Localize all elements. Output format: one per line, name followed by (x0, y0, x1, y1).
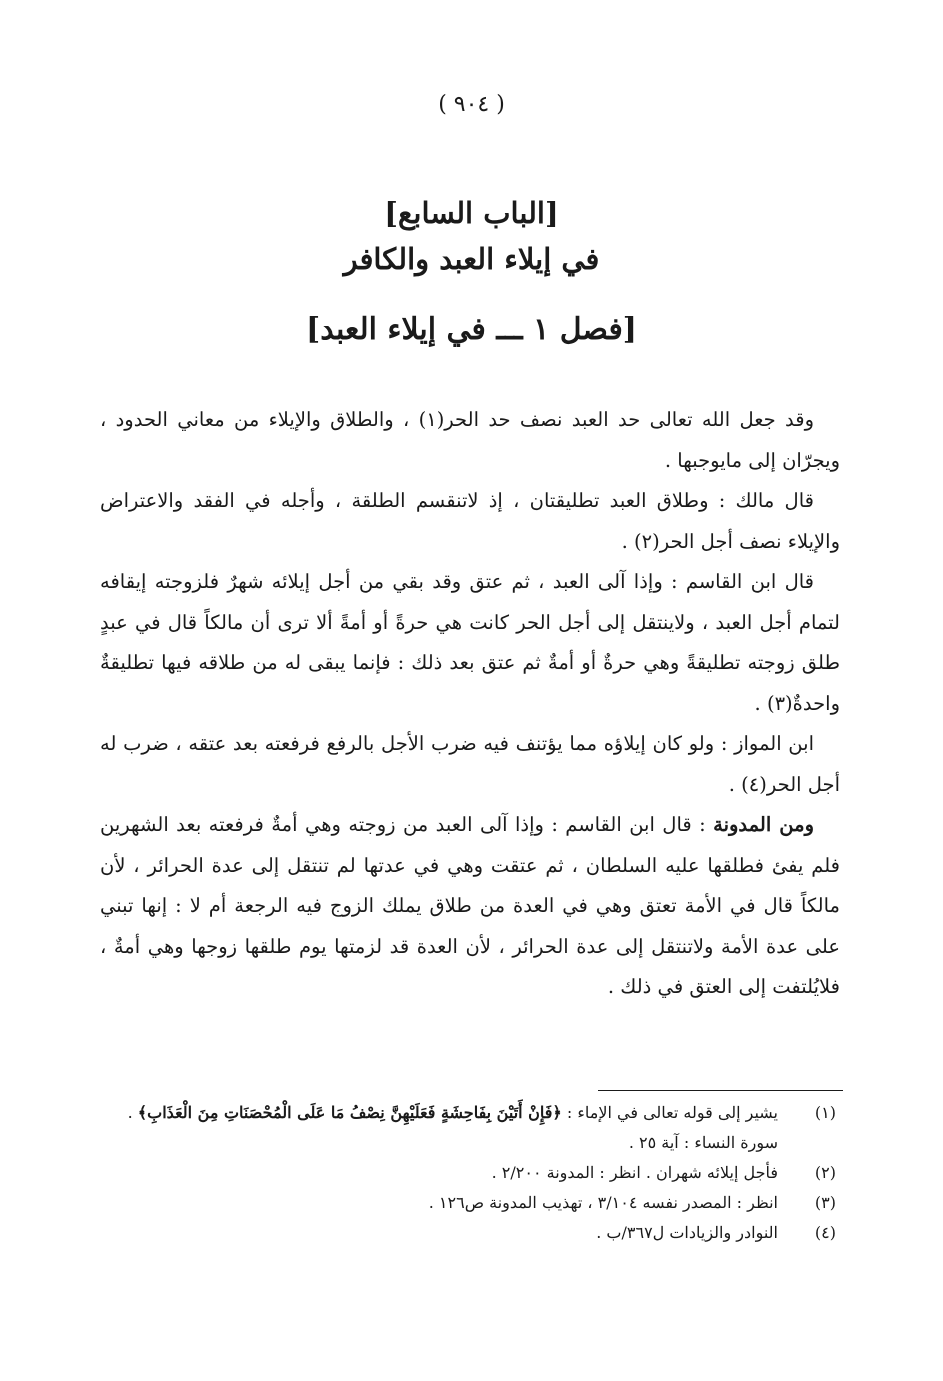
footnote (100, 1188, 840, 1218)
paragraph-text: قال مالك : وطلاق العبد تطليقتان ، إذ لاتنقسم الطلقة ، وأجله في الفقد والاعتراض والإيلاء نصف أجل الحر(٢) . (100, 489, 840, 553)
footnote (100, 1158, 840, 1188)
paragraph-text: : قال ابن القاسم : وإذا آلى العبد من زوجته وهي أمةٌ فرفعته بعد الشهرين فلم يفئ فطلقها عليه السلطان ، ثم عتقت وهي في عدتها لم تنتقل إلى عدة الحرائر ، لأن مالكاً قال في الأمة تعتق وهي في العدة من طلاق يملك الزوج فيه الرجعة أم لا : إنها تبني على عدة الأمة ولاتنتقل إلى عدة الحرائر ، لأن العدة قد لزمتها يوم طلقها زوجها وهي أمةٌ ، فلايُلتفت إلى العتق في ذلك . (100, 813, 840, 998)
footnote-quran-verse: ﴿فَإِنْ أَتَيْنَ بِفَاحِشَةٍ فَعَلَيْهِنَّ نِصْفُ مَا عَلَى الْمُحْصَنَاتِ مِنَ الْعَذَابِ﴾ (137, 1103, 562, 1122)
footnote-text-before: يشير إلى قوله تعالى في الإماء : (561, 1103, 778, 1122)
paragraph (100, 562, 840, 724)
footnote-number: (٢) (814, 1163, 836, 1182)
paragraph-text: ابن المواز : ولو كان إيلاؤه مما يؤتنف فيه ضرب الأجل بالرفع فرفعته بعد عتقه ، ضرب له أجل الحر(٤) . (100, 732, 840, 796)
footnote-text-before: فأجل إيلائه شهران . انظر : المدونة ٢/٢٠٠ . (491, 1163, 778, 1182)
footnote-separator (598, 1090, 843, 1091)
footnotes (100, 1098, 840, 1248)
chapter-title-line-1: [الباب السابع] (384, 196, 559, 230)
paragraph-lead: ومن المدونة (713, 813, 814, 836)
body-text (100, 400, 840, 1008)
paragraph-text: قال ابن القاسم : وإذا آلى العبد ، ثم عتق وقد بقي من أجل إيلائه شهرٌ فلزوجته إيقافه لتمام أجل العبد ، ولاينتقل إلى أجل الحر كانت هي حرةً أو أمةً ألا ترى أن مالكاً قال في عبدٍ طلق زوجته تطليقةً وهي حرةٌ أو أمةٌ ثم عتق بعد ذلك : فإنما يبقى له من طلاقه فيها تطليقةٌ واحدةٌ(٣) . (100, 570, 840, 715)
footnote-text-after: . سورة النساء : آية ٢٥ . (127, 1103, 778, 1152)
paragraph (100, 724, 840, 805)
footnote (100, 1098, 840, 1158)
section-title: [فصل ١ ـــ في إيلاء العبد] (306, 312, 637, 347)
chapter-title-line-2: في إيلاء العبد والكافر (343, 242, 600, 276)
footnote-number: (٣) (814, 1193, 836, 1212)
footnote-text (100, 1218, 778, 1248)
page-number: ( ٩٠٤ ) (438, 92, 505, 117)
paragraph (100, 400, 840, 481)
paragraph (100, 805, 840, 1008)
footnote-number: (٤) (814, 1223, 836, 1242)
footnote (100, 1218, 840, 1248)
footnote-text-before: انظر : المصدر نفسه ٣/١٠٤ ، تهذيب المدونة ص١٢٦ . (428, 1193, 778, 1212)
paragraph (100, 481, 840, 562)
footnote-text (100, 1158, 778, 1188)
footnote-number: (١) (814, 1103, 836, 1122)
footnote-text-before: النوادر والزيادات ل٣٦٧/ب . (596, 1223, 778, 1242)
paragraph-text: وقد جعل الله تعالى حد العبد نصف حد الحر(١) ، والطلاق والإيلاء من معاني الحدود ، ويجرّان إلى مايوجبها . (100, 408, 840, 472)
footnote-text (100, 1188, 778, 1218)
footnote-text (100, 1098, 778, 1158)
chapter-title (0, 190, 943, 282)
